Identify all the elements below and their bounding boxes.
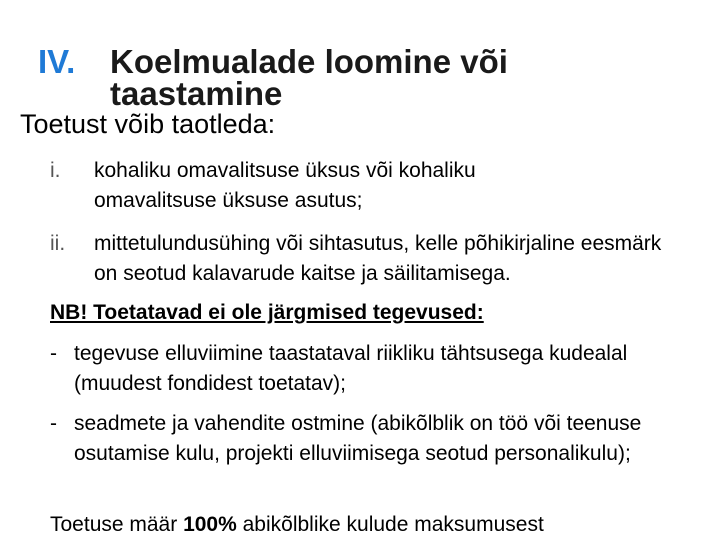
subtitle: Toetust võib taotleda: xyxy=(20,109,276,139)
excluded-item-2 xyxy=(50,409,660,469)
dash-marker: - xyxy=(50,412,57,435)
title-line-2: taastamine xyxy=(110,75,283,112)
excluded-item-text: tegevuse elluviimine taastataval riikliku tähtsusega kudealal (muudest fondidest toetatav); xyxy=(74,342,628,395)
funding-rate-value: 100% xyxy=(183,513,237,536)
roman-marker: i. xyxy=(50,159,61,182)
eligible-item-text: kohaliku omavalitsuse üksus või kohaliku omavalitsuse üksuse asutus; xyxy=(94,159,476,212)
nb-heading: NB! Toetatavad ei ole järgmised tegevused: xyxy=(50,301,484,324)
section-number: IV. xyxy=(38,43,76,80)
excluded-item-1 xyxy=(50,339,650,399)
funding-rate-suffix: abikõlblike kulude maksumusest xyxy=(236,513,544,536)
funding-rate xyxy=(50,510,544,540)
eligible-item-text: mittetulundusühing või sihtasutus, kelle põhikirjaline eesmärk on seotud kalavarude kaitse ja säilitamisega. xyxy=(94,232,662,285)
dash-marker: - xyxy=(50,342,57,365)
excluded-item-text: seadmete ja vahendite ostmine (abikõlblik on töö või teenuse osutamise kulu, projekti elluviimisega seotud personalikulu); xyxy=(74,412,642,465)
eligible-item-1 xyxy=(50,156,650,216)
page-title xyxy=(38,42,688,114)
eligible-item-2 xyxy=(50,229,690,289)
title-line-1: Koelmualade loomine või xyxy=(110,43,508,80)
roman-marker: ii. xyxy=(50,232,66,255)
funding-rate-prefix: Toetuse määr xyxy=(50,513,184,536)
